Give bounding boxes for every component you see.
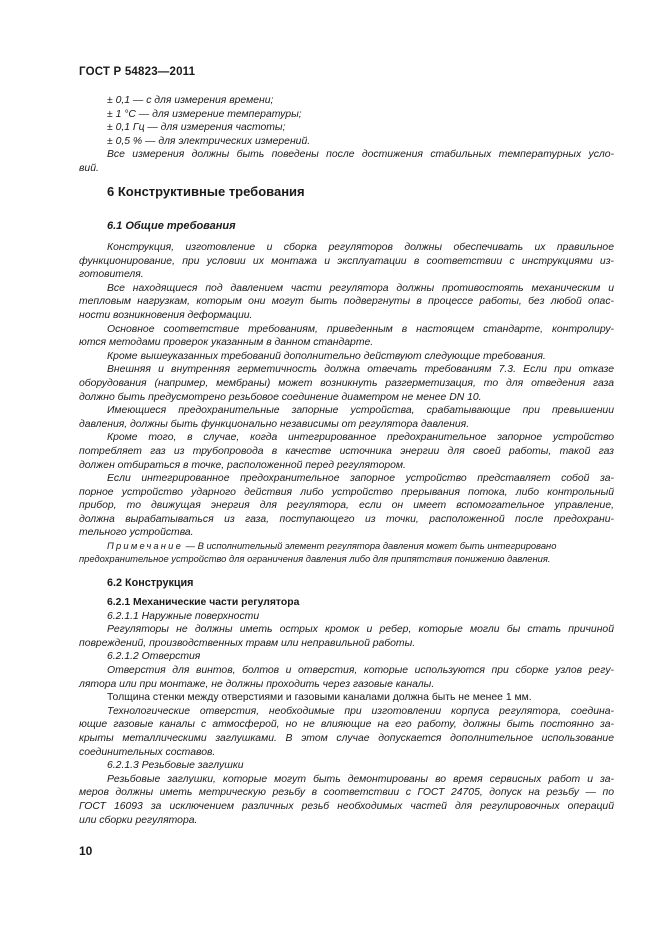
list-item: ± 0,5 % — для электрических измерений. [107,135,311,147]
subsection-6-2-1-1-title: 6.2.1.1 Наружные поверхности [107,610,260,622]
paragraph-line: должен отбираться в точке, расположенной перед регулятором. [79,459,406,471]
note-block [79,540,614,565]
paragraph-line: Все находящиеся под давлением части регулятора должны противостоять механическим и [107,282,614,294]
paragraph-line: потребляет газ из трубопровода в качестве источника энергии для своей работы, такой газ [79,445,614,457]
paragraph-line: ности возникновения деформации. [79,309,253,321]
section-6-title: 6 Конструктивные требования [107,184,305,199]
subsection-6-2-1-3-title: 6.2.1.3 Резьбовые заглушки [107,760,244,772]
paragraph-line: Внешняя и внутренняя герметичность должна отвечать требованиям 7.3. Если при отказе [107,364,614,376]
paragraph [79,705,614,759]
list-item: ± 1 °С — для измерение температуры; [107,108,302,120]
paragraph-line: должна вырабатываться из газа, поступающего из точки, расположенной после предохрани- [79,513,614,525]
page-number: 10 [79,844,93,858]
paragraph-line: Резьбовые заглушки, которые могут быть демонтированы во время сервисных работ и за- [107,773,614,785]
document-header: ГОСТ Р 54823—2011 [79,66,196,78]
paragraph-line: готовителя. [79,269,144,281]
paragraph [79,404,614,431]
paragraph-line: Регуляторы не должны иметь острых кромок и ребер, которые могли бы стать причиной [107,624,614,636]
paragraph [79,664,614,691]
list-item: ± 0,1 Гц — для измерения частоты; [107,122,286,134]
paragraph [79,623,614,650]
paragraph-line: соединительных составов. [79,746,216,758]
paragraph-line: Толщина стенки между отверстиями и газовыми каналами должна быть не менее 1 мм. [107,692,532,704]
section-6-2-body [79,596,614,827]
subsection-6-2-title: 6.2 Конструкция [107,577,194,589]
accuracy-list [79,94,614,176]
paragraph [79,241,614,282]
paragraph-line: функционирование, при условии их монтажа и эксплуатации в соответствии с инструкциями из- [79,255,614,267]
paragraph [79,773,614,827]
paragraph-line: вий. [79,162,99,174]
paragraph-line: Конструкция, изготовление и сборка регуляторов должны обеспечивать их правильное [107,242,614,253]
note-text: — В исполнительный элемент регулятора давления может быть интегрировано [183,540,557,551]
paragraph-line: ются методами проверок указанным в данном стандарте. [79,337,374,349]
paragraph-line: тельного устройства. [79,527,194,539]
subsection-6-2-1-title: 6.2.1 Механические части регулятора [107,597,300,608]
list-item: ± 0,1 — с для измерения времени; [107,95,274,106]
paragraph-line: ющие газовые каналы с атмосферой, но не влияющие на его работу, должны быть постоянно за- [79,719,614,731]
paragraph-line: Основное соответствие требованиям, приведенным в настоящем стандарте, контролиру- [107,323,614,335]
paragraph [79,282,614,323]
paragraph-line: Кроме вышеуказанных требований дополнительно действуют следующие требования. [107,350,546,362]
paragraph-line: крыты металлическими заглушками. В этом случае допускается дополнительное использование [79,732,614,744]
paragraph-line: тепловым нагрузкам, которым они могут быть подвергнуты в процессе работы, без любой опас- [79,296,614,308]
paragraph-line: лятора или при монтаже, не должны проходить через газовые каналы. [79,678,435,690]
paragraph [79,472,614,540]
paragraph [79,691,614,705]
note-label: Примечание [107,540,183,551]
paragraph-line: Все измерения должны быть поведены после достижения стабильных температурных усло- [107,149,614,161]
paragraph-line: повреждений, производственных травм или неправильной работы. [79,637,416,649]
paragraph-line: меров должны иметь метрическую резьбу в соответствии с ГОСТ 24705, допуск на резьбу — по [79,787,614,799]
paragraph [79,363,614,404]
paragraph [79,431,614,472]
paragraph-line: Кроме того, в случае, когда интегрированное предохранительное запорное устройство [107,432,614,444]
paragraph-line: Технологические отверстия, необходимые при изготовлении корпуса регулятора, соедина- [107,705,614,717]
paragraph [79,323,614,350]
paragraph-line: давления, должны быть функционально независимы от регулятора давления. [79,418,470,430]
paragraph-line: оборудования (например, мембраны) может возникнуть разгерметизация, то для отведения газа [79,377,614,389]
note-text: предохранительное устройство для ограничения давления либо для припятствия понижению давления. [79,552,551,564]
paragraph-line: прибор, то движущая энергия для регулятора, если он имеет вспомогательное управление, [79,500,614,512]
paragraph-line: должно быть предусмотрено резьбовое соединение диаметром не менее DN 10. [79,391,482,403]
subsection-6-1-title: 6.1 Общие требования [107,220,236,232]
paragraph-line: или сборки регулятора. [79,814,198,826]
paragraph-line: порное устройство ударного действия либо устройство прерывания потока, либо контрольный [79,486,614,498]
paragraph [79,350,614,364]
paragraph-line: Имеющиеся предохранительные запорные устройства, срабатывающие при превышении [107,405,614,417]
paragraph-line: Если интегрированное предохранительное запорное устройство представляет собой за- [107,473,614,485]
paragraph-line: ГОСТ 16093 за исключением различных резьб необходимых частей для регулировочных операций [79,800,614,812]
subsection-6-2-1-2-title: 6.2.1.2 Отверстия [107,651,201,663]
paragraph-line: Отверстия для винтов, болтов и отверстия, которые используются при сборке узлов регу- [107,664,614,676]
section-6-1-body [79,241,614,540]
